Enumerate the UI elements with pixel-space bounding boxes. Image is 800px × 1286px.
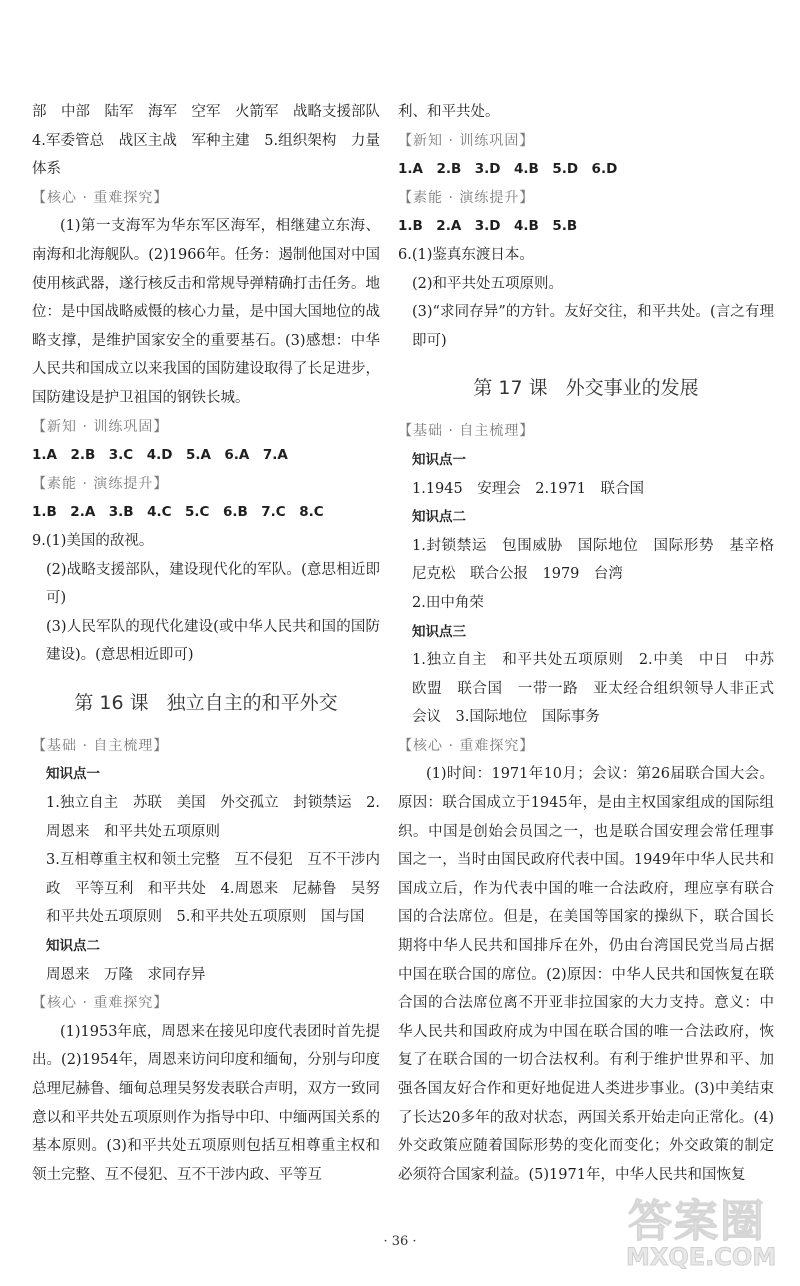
knowledge-point-heading: 知识点二	[412, 509, 466, 526]
lesson-number: 第 17 课	[473, 377, 548, 400]
core-answer-paragraph: (1)时间：1971年10月；会议：第26届联合国大会。原因：联合国成立于1945年，是由主权国家组成的国际组织。中国是创始会员国之一，也是联合国安理会常任理事国之一，当时由国民政府代表中国。1949年中华人民共和国成立后，作为代表中国的唯一合法政府，理应享有联合国的合法席位。但是，在美国等国家的操纵下，联合国长期将中华人民共和国排斥在外，仍由台湾国民党当局占据中国在联合国的席位。(2)原因：中华人民共和国恢复在联合国的合法席位离不开亚非拉国家的大力支持。意义：中华人民共和国政府成为中国在联合国的唯一合法政府，恢复了在联合国的一切合法权利。有利于维护世界和平、加强各国友好合作和更好地促进人类进步事业。(3)中美结束了长达20多年的敌对状态，两国关系开始走向正常化。(4)外交政策应随着国际形势的变化而变化；外交政策的制定必须符合国家利益。(5)1971年，中华人民共和国恢复	[398, 766, 774, 1183]
section-header-core: 【核心 · 重难探究】	[32, 189, 169, 206]
answer-line: 1.B 2.A 3.B 4.C 5.C 6.B 7.C 8.C	[32, 504, 324, 521]
page-number: · 36 ·	[383, 1234, 417, 1249]
section-header-new-knowledge: 【新知 · 训练巩固】	[398, 132, 535, 149]
question-6-answer-3: (3)“求同存异”的方针。友好交往，和平共处。(言之有理即可)	[412, 304, 774, 349]
answer-line: 1.B 2.A 3.D 4.B 5.B	[398, 218, 578, 235]
lesson-number: 第 16 课	[74, 691, 149, 714]
knowledge-point-answer: 3.互相尊重主权和领土完整 互不侵犯 互不干涉内政 平等互利 和平共处 4.周恩来 尼赫鲁 吴努 和平共处五项原则 5.和平共处五项原则 国与国	[46, 852, 395, 926]
continued-text: 利、和平共处。	[398, 104, 500, 120]
knowledge-point-answer: 1.独立自主 苏联 美国 外交孤立 封锁禁运 2.周恩来 和平共处五项原则	[46, 795, 380, 840]
section-header-ability: 【素能 · 演练提升】	[398, 189, 535, 206]
knowledge-point-heading: 知识点一	[412, 451, 466, 468]
knowledge-point-answer: 2.田中角荣	[412, 594, 484, 611]
question-6-answer: 6.(1)鉴真东渡日本。	[398, 246, 534, 263]
answer-line: 1.A 2.B 3.D 4.B 5.D 6.D	[398, 161, 618, 178]
lesson-name: 外交事业的发展	[565, 377, 699, 400]
answer-line: 1.A 2.B 3.C 4.D 5.A 6.A 7.A	[32, 447, 288, 464]
watermark-logo	[620, 1185, 788, 1281]
section-header-ability: 【素能 · 演练提升】	[32, 475, 169, 492]
question-9-answer: 9.(1)美国的敌视。	[32, 532, 154, 549]
right-column	[398, 98, 789, 1189]
knowledge-point-answer: 1.独立自主 和平共处五项原则 2.中美 中日 中苏 欧盟 联合国 一带一路 亚太经合组织领导人非正式会议 3.国际地位 国际事务	[412, 652, 789, 726]
knowledge-point-heading: 知识点二	[46, 938, 100, 955]
watermark-text-en: MXQE.COM	[626, 1243, 777, 1271]
section-header-basics: 【基础 · 自主梳理】	[398, 423, 535, 440]
knowledge-point-answer: 1.1945 安理会 2.1971 联合国	[412, 480, 644, 497]
lesson-16-title	[32, 688, 380, 718]
knowledge-point-heading: 知识点一	[46, 766, 100, 783]
question-9-answer-3: (3)人民军队的现代化建设(或中华人民共和国的国防建设)。(意思相近即可)	[46, 618, 380, 664]
answer-block-military: 部 中部 陆军 海军 空军 火箭军 战略支援部队 4.军委管总 战区主战 军种主建 5.组织架构 力量体系	[32, 104, 395, 178]
lesson-name: 独立自主的和平外交	[166, 691, 338, 714]
section-header-core: 【核心 · 重难探究】	[32, 995, 169, 1012]
section-header-new-knowledge: 【新知 · 训练巩固】	[32, 418, 169, 435]
knowledge-point-answer: 周恩来 万隆 求同存异	[46, 966, 206, 983]
section-header-core: 【核心 · 重难探究】	[398, 737, 535, 754]
core-answer-paragraph: (1)1953年底，周恩来在接见印度代表团时首先提出。(2)1954年，周恩来访问印度和缅甸，分别与印度总理尼赫鲁、缅甸总理吴努发表联合声明，双方一致同意以和平共处五项原则作为指导中印、中缅两国关系的基本原则。(3)和平共处五项原则包括互相尊重主权和领土完整、互不侵犯、互不干涉内政、平等互	[32, 1023, 380, 1183]
lesson-17-title	[398, 373, 774, 403]
watermark-text-cn: 答案圈	[628, 1196, 766, 1247]
question-6-answer-2: (2)和平共处五项原则。	[412, 275, 564, 292]
left-column	[32, 98, 395, 1189]
knowledge-point-heading: 知识点三	[412, 623, 466, 640]
section-header-basics: 【基础 · 自主梳理】	[32, 737, 169, 754]
knowledge-point-answer: 1.封锁禁运 包围威胁 国际地位 国际形势 基辛格 尼克松 联合公报 1979 台湾	[412, 537, 789, 583]
core-answer-paragraph: (1)第一支海军为华东军区海军，相继建立东海、南海和北海舰队。(2)1966年。任务：遏制他国对中国使用核武器，遂行核反击和常规导弹精确打击任务。地位：是中国战略威慑的核心力量，是中国大国地位的战略支撑，是维护国家安全的重要基石。(3)感想：中华人民共和国成立以来我国的国防建设取得了长足进步，国防建设是护卫祖国的钢铁长城。	[32, 218, 380, 406]
question-9-answer-2: (2)战略支援部队，建设现代化的军队。(意思相近即可)	[46, 561, 380, 607]
